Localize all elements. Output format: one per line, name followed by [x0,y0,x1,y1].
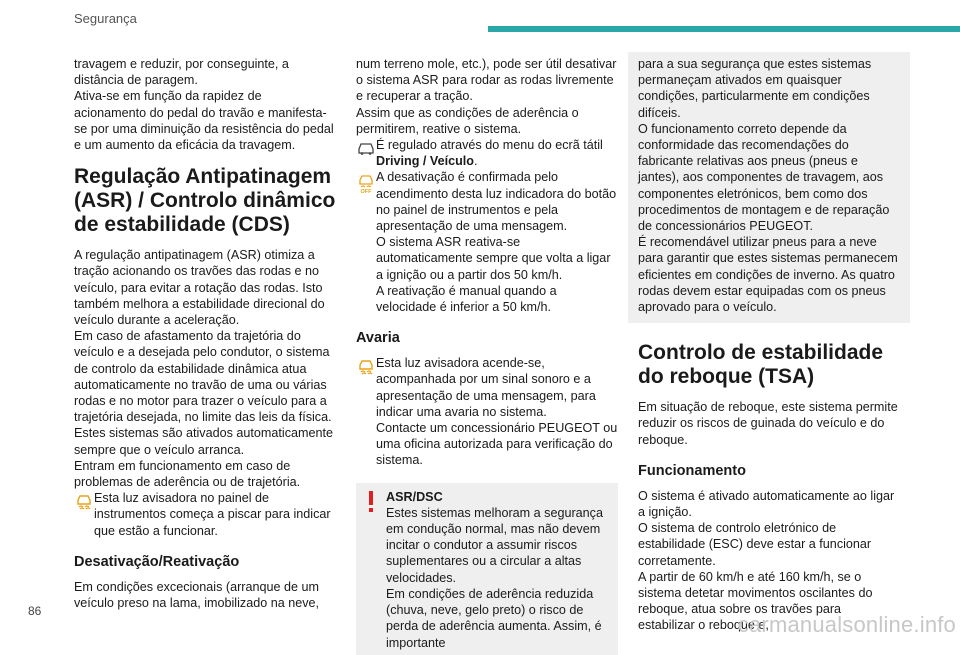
warning-box [356,483,618,655]
paragraph: A regulação antipatinagem (ASR) otimiza a tração acionando os travões das rodas e no veículo, para evitar a rotação das rodas. Isto também melhora a estabilidade direcional do veículo durante a aceleração. Em caso de afastamento da trajetória do veículo e a desejada pelo condutor, o sistema de controlo da estabilidade dinâmica atua automaticamente no travão de uma ou várias rodas e no motor para trazer o veículo para a trajetória desejada, no limite das leis da física. Estes sistemas são ativados automaticamente sempre que o veículo arranca. Entram em funcionamento em caso de problemas de aderência ou de trajetória. [74,248,333,490]
skid-off-icon [356,170,376,196]
deactivation-light-note [356,169,618,315]
skid-car-warning-icon [356,356,376,376]
warning-text: Estes sistemas melhoram a segurança em condução normal, mas não devem incitar o condutor a assumir riscos suplementares ou a circular a altas velocidades. Em condições de aderência reduzida (chuva, neve, gelo preto) o risco de perda de aderência aumenta. Assim, é importante [386,505,603,650]
touchscreen-note [356,137,618,169]
heading-avaria: Avaria [356,330,400,347]
skid-car-warning-icon [74,491,94,511]
paragraph: A desativação é confirmada pelo acendimento desta luz indicadora do botão no painel de instrumentos e pela apresentação de uma mensagem. O sistema ASR reativa-se automaticamente sempre que volta a ligar a ignição ou a partir dos 50 km/h. A reativação é manual quando a velocidade é inferior a 50 km/h. [376,170,617,315]
header-accent-bar [488,26,960,32]
exclamation-icon [368,491,374,513]
watermark: carmanualsonline.info [737,612,956,637]
text: É regulado através do menu do ecrã tátil [376,138,603,153]
paragraph [356,137,618,169]
paragraph: Em situação de reboque, este sistema permite reduzir os riscos de guinada do veículo e do reboque. [638,400,898,447]
car-outline-icon [356,138,376,158]
heading-funcionamento: Funcionamento [638,462,746,479]
paragraph: num terreno mole, etc.), pode ser útil desativar o sistema ASR para rodar as rodas livremente e recuperar a tração. Assim que as condições de aderência o permitirem, reative o sistema. [356,57,617,136]
warning-box-continued [628,52,910,323]
menu-path: Driving / Veículo [376,154,474,169]
heading-asr-cds: Regulação Antipatinagem (ASR) / Controlo dinâmico de estabilidade (CDS) [74,165,336,237]
fault-light-note [356,355,618,468]
heading-tsa: Controlo de estabilidade do reboque (TSA) [638,341,884,389]
section-header-title: Segurança [74,11,137,26]
text: . [473,154,478,169]
paragraph: Esta luz avisadora acende-se, acompanhada por um sinal sonoro e a apresentação de uma mensagem, para indicar uma avaria no sistema. Contacte um concessionário PEUGEOT ou uma oficina autorizada para verificação do sistema. [376,356,618,468]
paragraph: travagem e reduzir, por conseguinte, a distância de paragem. Ativa-se em função da rapidez de acionamento do pedal do travão e manifesta-se por uma diminuição da resistência do pedal e um aumento da eficácia da travagem. [74,57,334,153]
column-1 [74,56,336,611]
off-label: OFF [360,189,372,196]
page-number: 86 [28,604,42,618]
paragraph: para a sua segurança que estes sistemas permaneçam ativados em quaisquer condições, particularmente em condições difíceis. O funcionamento correto depende da conformidade das recomendações do fabricante relativas aos pneus (pneus e jantes), aos componentes de travagem, aos componentes eletrónicos, bem como dos procedimentos de montagem e de reparação de concessionários PEUGEOT. É recomendável utilizar pneus para a neve para garantir que estes sistemas permanecem eficientes em condições de inverno. As quatro rodas devem estar equipadas com os pneus aprovado para o veículo. [638,57,898,315]
column-3 [638,56,900,634]
heading-deactivation: Desativação/Reativação [74,553,240,570]
warning-light-note [74,490,336,539]
paragraph: O sistema é ativado automaticamente ao ligar a ignição. O sistema de controlo eletrónico de estabilidade (ESC) deve estar a funcionar corretamente. A partir de 60 km/h e até 160 km/h, se o sistema detetar movimentos oscilantes do reboque, atua sobre os travões para estabilizar o reboque e, [638,488,895,633]
column-2 [356,56,618,655]
paragraph: Em condições excecionais (arranque de um veículo preso na lama, imobilizado na neve, [74,579,320,611]
paragraph: Esta luz avisadora no painel de instrumentos começa a piscar para indicar que estão a funcionar. [94,491,331,538]
warning-title: ASR/DSC [386,489,443,504]
